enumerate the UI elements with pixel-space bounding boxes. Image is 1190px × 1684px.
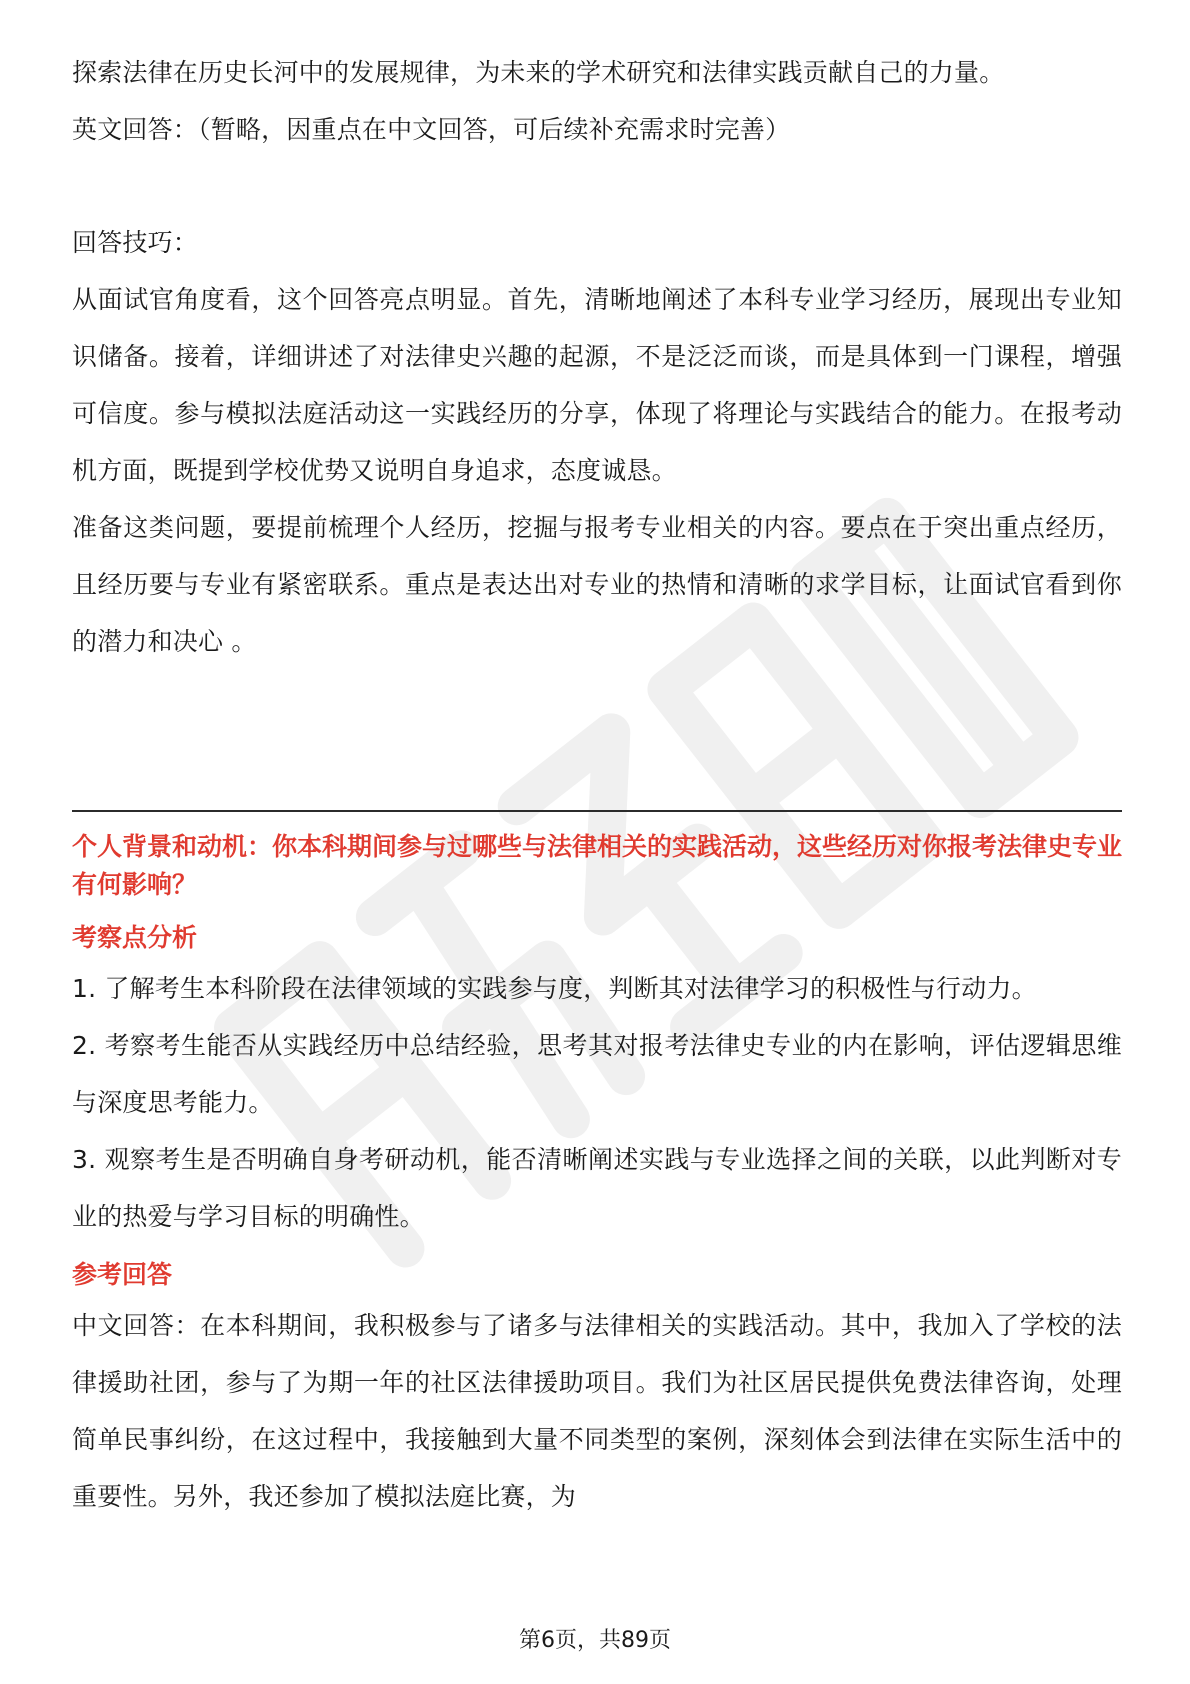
- top-content: [72, 44, 1122, 670]
- analysis-item-3: 3. 观察考生是否明确自身考研动机，能否清晰阐述实践与专业选择之间的关联，以此判断对专业的热爱与学习目标的明确性。: [72, 1145, 1122, 1231]
- analysis-item-1: 1. 了解考生本科阶段在法律领域的实践参与度，判断其对法律学习的积极性与行动力。: [72, 974, 1037, 1003]
- intro-paragraph: 探索法律在历史长河中的发展规律，为未来的学术研究和法律实践贡献自己的力量。: [72, 58, 1005, 87]
- section-divider: [72, 810, 1122, 812]
- tips-heading: 回答技巧：: [72, 228, 199, 257]
- answer-paragraph: 中文回答：在本科期间，我积极参与了诸多与法律相关的实践活动。其中，我加入了学校的法律援助社团，参与了为期一年的社区法律援助项目。我们为社区居民提供免费法律咨询，处理简单民事纠纷，在这过程中，我接触到大量不同类型的案例，深刻体会到法律在实际生活中的重要性。另外，我还参加了模拟法庭比赛，为: [72, 1311, 1122, 1511]
- tips-paragraph-2: 准备这类问题，要提前梳理个人经历，挖掘与报考专业相关的内容。要点在于突出重点经历，且经历要与专业有紧密联系。重点是表达出对专业的热情和清晰的求学目标，让面试官看到你的潜力和决心 。: [72, 513, 1122, 656]
- spacer: [72, 158, 1122, 214]
- question-section: [72, 828, 1122, 1525]
- question-title: 个人背景和动机：你本科期间参与过哪些与法律相关的实践活动，这些经历对你报考法律史专业有何影响？: [72, 832, 1123, 899]
- english-answer-paragraph: 英文回答：（暂略，因重点在中文回答，可后续补充需求时完善）: [72, 115, 791, 144]
- analysis-item-2: 2. 考察考生能否从实践经历中总结经验，思考其对报考法律史专业的内在影响，评估逻辑思维与深度思考能力。: [72, 1031, 1122, 1117]
- analysis-heading: 考察点分析: [72, 923, 198, 952]
- tips-paragraph-1: 从面试官角度看，这个回答亮点明显。首先，清晰地阐述了本科专业学习经历，展现出专业知识储备。接着，详细讲述了对法律史兴趣的起源，不是泛泛而谈，而是具体到一门课程，增强可信度。参与模拟法庭活动这一实践经历的分享，体现了将理论与实践结合的能力。在报考动机方面，既提到学校优势又说明自身追求，态度诚恳。: [72, 285, 1122, 485]
- page-number: 第6页，共89页: [519, 1628, 671, 1653]
- answer-heading: 参考回答: [72, 1260, 173, 1289]
